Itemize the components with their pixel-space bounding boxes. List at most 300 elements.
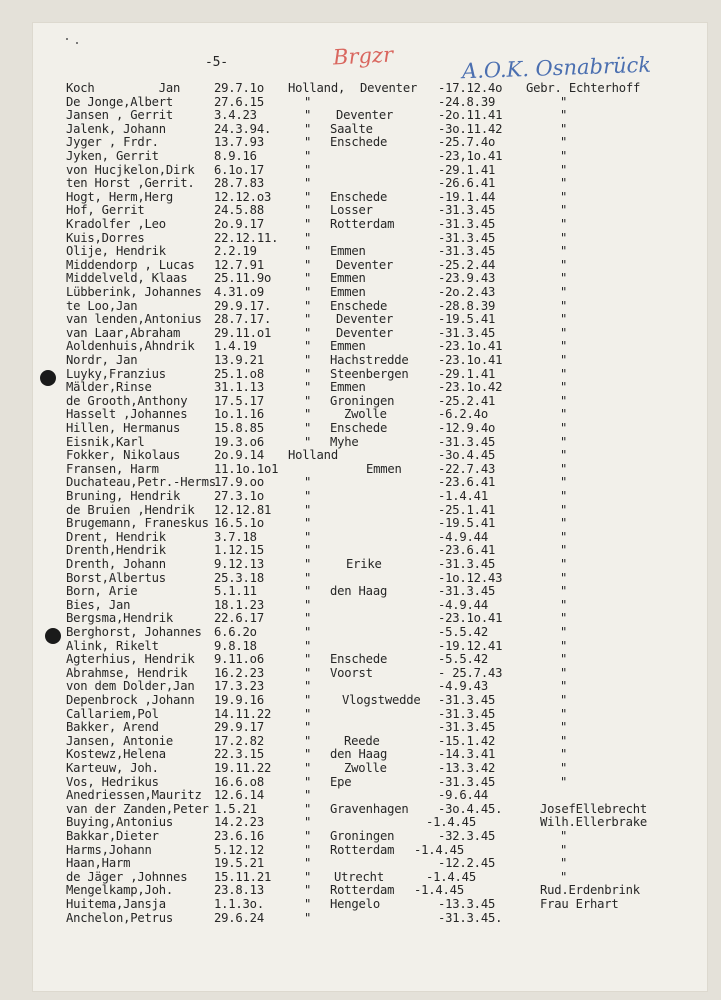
cell-birth: 1.4.19 (214, 339, 257, 354)
cell-name: Jyken, Gerrit (66, 149, 159, 163)
cell-employer: " (560, 679, 568, 694)
cell-employer: " (560, 135, 568, 150)
cell-name: Lübberink, Johannes (66, 285, 202, 299)
cell-employer: " (560, 271, 568, 286)
cell-name: Drenth, Johann (66, 557, 166, 571)
cell-employer: " (560, 693, 568, 707)
cell-name: Agterhius, Hendrik (66, 652, 195, 667)
cell-birth: 9.11.o6 (214, 652, 264, 667)
cell-date: -31.3.45 (438, 720, 496, 735)
speck (76, 42, 78, 44)
cell-date: -23.1o.41 (438, 353, 503, 367)
cell-country: " (304, 829, 312, 843)
cell-name: De Jonge,Albert (66, 94, 174, 109)
cell-place: Emmen (330, 380, 366, 395)
cell-country: " (304, 203, 312, 218)
cell-birth: 18.1.23 (214, 597, 264, 612)
cell-date: -2o.11.41 (438, 108, 503, 123)
cell-place: Myhe (330, 434, 359, 449)
cell-country: " (304, 475, 312, 490)
cell-name: Hillen, Hermanus (66, 421, 181, 435)
cell-birth: 28.7.17. (214, 312, 272, 327)
cell-place: Utrecht (334, 869, 384, 884)
cell-date: -23.6.41 (438, 543, 496, 558)
cell-place: Vlogstwedde (342, 693, 421, 707)
cell-birth: 31.1.13 (214, 380, 264, 395)
cell-employer: " (560, 489, 568, 503)
cell-date: -5.5.42 (438, 652, 488, 667)
cell-country: " (304, 271, 312, 286)
cell-employer: " (560, 325, 568, 340)
cell-birth: 6.1o.17 (214, 162, 264, 177)
cell-name: van der Zanden,Peter (66, 801, 209, 816)
cell-place: Emmen (330, 339, 366, 354)
cell-country: " (304, 842, 312, 857)
cell-place: Voorst (330, 665, 373, 680)
cell-birth: 15.8.85 (214, 421, 264, 435)
cell-place: Emmen (330, 271, 366, 286)
cell-name: van lenden,Antonius (66, 312, 202, 327)
cell-country: " (304, 597, 312, 612)
cell-country: " (304, 733, 312, 748)
cell-country: " (304, 421, 312, 435)
cell-employer: " (560, 298, 568, 313)
cell-country: " (304, 285, 312, 299)
cell-name: Eisnik,Karl (66, 434, 145, 449)
cell-country: " (304, 135, 312, 150)
cell-birth: 28.7.83 (214, 176, 264, 191)
cell-date: -25.1.41 (438, 502, 496, 517)
cell-employer: " (560, 189, 568, 204)
cell-birth: 29.9.17. (214, 298, 272, 313)
cell-place: Rotterdam (330, 217, 395, 231)
cell-country: " (304, 815, 312, 830)
cell-place: Enschede (330, 135, 388, 150)
cell-country: " (304, 217, 312, 231)
cell-employer: " (560, 434, 568, 449)
cell-date: -1o.12.43 (438, 570, 503, 585)
cell-country: " (304, 94, 312, 109)
handwritten-header: A.O.K. Osnabrück (461, 52, 652, 84)
cell-employer: " (560, 869, 568, 884)
cell-date: -25.7.4o (438, 135, 496, 150)
cell-birth: 25.3.18 (214, 570, 264, 585)
cell-employer: " (560, 257, 568, 272)
cell-employer: " (560, 720, 568, 735)
cell-employer: " (560, 461, 568, 476)
cell-name: Drenth,Hendrik (66, 543, 166, 558)
cell-date: -4.9.44 (438, 597, 488, 612)
cell-date: -3o.11.42 (438, 121, 503, 136)
cell-employer: " (560, 529, 568, 544)
cell-date: -13.3.45 (438, 897, 496, 911)
cell-country: " (304, 584, 312, 599)
cell-employer: " (560, 176, 568, 191)
cell-employer: " (560, 543, 568, 558)
cell-employer: " (560, 557, 568, 571)
cell-birth: 9.12.13 (214, 557, 264, 571)
cell-name: ten Horst ,Gerrit. (66, 176, 195, 191)
cell-birth: 22.3.15 (214, 747, 264, 762)
cell-employer: " (560, 353, 568, 367)
cell-place: Steenbergen (330, 366, 409, 381)
cell-employer: " (560, 638, 568, 653)
cell-place: Enschede (330, 189, 388, 204)
cell-employer: " (560, 230, 568, 245)
cell-country: " (304, 652, 312, 667)
cell-country: " (304, 502, 312, 517)
cell-birth: 14.2.23 (214, 815, 264, 830)
cell-name: Born, Arie (66, 584, 138, 599)
cell-country: " (304, 149, 312, 163)
cell-name: Kostewz,Helena (66, 747, 166, 762)
cell-country: " (304, 774, 312, 789)
cell-name: Alink, Rikelt (66, 638, 159, 653)
cell-name: Hof, Gerrit (66, 203, 145, 218)
cell-employer: " (560, 407, 568, 422)
cell-birth: 29.11.o1 (214, 325, 272, 340)
cell-name: Fransen, Harm (66, 461, 159, 476)
cell-country: " (304, 489, 312, 503)
cell-birth: 1o.1.16 (214, 407, 264, 422)
cell-date: -31.3.45 (438, 244, 496, 259)
cell-birth: 3.7.18 (214, 529, 257, 544)
cell-place: Deventer (336, 312, 394, 327)
cell-date: -19.5.41 (438, 516, 496, 531)
cell-date: -3o.4.45 (438, 448, 496, 463)
cell-name: Harms,Johann (66, 842, 152, 857)
cell-date: -3o.4.45. (438, 801, 503, 816)
cell-birth: 25.11.9o (214, 271, 272, 286)
cell-birth: 19.3.o6 (214, 434, 264, 449)
cell-country: " (304, 162, 312, 177)
cell-place: Hachstredde (330, 353, 409, 367)
cell-employer: " (560, 652, 568, 667)
cell-employer: " (560, 94, 568, 109)
cell-country: " (304, 121, 312, 136)
cell-date: -31.3.45 (438, 434, 496, 449)
cell-birth: 1.1.3o. (214, 897, 264, 911)
cell-place: Gravenhagen (330, 801, 409, 816)
cell-birth: 25.1.o8 (214, 366, 264, 381)
cell-birth: 9.8.18 (214, 638, 257, 653)
cell-employer: " (560, 774, 568, 789)
cell-employer: " (560, 761, 568, 775)
cell-date: -23.9.43 (438, 271, 496, 286)
cell-country: " (304, 910, 312, 925)
cell-country: " (304, 747, 312, 762)
cell-name: Karteuw, Joh. (66, 761, 159, 775)
cell-employer: " (560, 584, 568, 599)
cell-date: -31.3.45 (438, 217, 496, 231)
cell-date: -22.7.43 (438, 461, 496, 476)
cell-date: -32.3.45 (438, 829, 496, 843)
punch-hole (40, 370, 56, 386)
cell-name: Anedriessen,Mauritz (66, 788, 202, 803)
cell-employer: " (560, 421, 568, 435)
cell-birth: 13.9.21 (214, 353, 264, 367)
cell-place: den Haag (330, 747, 388, 762)
cell-birth: 16.5.1o (214, 516, 264, 531)
cell-place: Deventer (336, 257, 394, 272)
cell-country: " (304, 298, 312, 313)
cell-date: -1.4.45 (426, 869, 476, 884)
cell-country: " (304, 856, 312, 871)
cell-date: -28.8.39 (438, 298, 496, 313)
cell-place: Saalte (330, 121, 373, 136)
cell-employer: " (560, 149, 568, 163)
cell-place: Hengelo (330, 897, 380, 911)
cell-employer: " (560, 625, 568, 639)
cell-place: Emmen (330, 244, 366, 259)
cell-place: Rotterdam (330, 842, 395, 857)
cell-name: Bergsma,Hendrik (66, 611, 174, 626)
cell-name: van Laar,Abraham (66, 325, 181, 340)
cell-place: Groningen (330, 829, 395, 843)
cell-name: Aoldenhuis,Ahndrik (66, 339, 195, 354)
cell-name: Buying,Antonius (66, 815, 174, 830)
cell-name: Callariem,Pol (66, 706, 159, 721)
cell-place: Emmen (366, 461, 402, 476)
cell-country: " (304, 869, 312, 884)
cell-name: Haan,Harm (66, 856, 131, 871)
cell-country: " (304, 244, 312, 259)
cell-date: -1.4.45 (414, 883, 464, 898)
cell-place: Groningen (330, 393, 395, 408)
cell-name: de Bruien ,Hendrik (66, 502, 195, 517)
cell-birth: 8.9.16 (214, 149, 257, 163)
cell-employer: " (560, 516, 568, 531)
cell-country: " (304, 801, 312, 816)
cell-birth: 17.2.82 (214, 733, 264, 748)
cell-date: -25.2.44 (438, 257, 496, 272)
cell-name: Nordr, Jan (66, 353, 138, 367)
cell-country: " (304, 393, 312, 408)
cell-employer: " (560, 393, 568, 408)
cell-date: -31.3.45 (438, 557, 496, 571)
cell-employer: " (560, 285, 568, 299)
cell-date: -25.2.41 (438, 393, 496, 408)
cell-birth: 2o.9.17 (214, 217, 264, 231)
cell-employer: " (560, 108, 568, 123)
cell-birth: 24.5.88 (214, 203, 264, 218)
cell-employer: " (560, 244, 568, 259)
cell-birth: 2o.9.14 (214, 448, 264, 463)
cell-place: Deventer (360, 81, 418, 95)
cell-date: -29.1.41 (438, 366, 496, 381)
cell-employer: " (560, 203, 568, 218)
cell-country: " (304, 257, 312, 272)
cell-country: " (304, 353, 312, 367)
cell-employer: " (560, 597, 568, 612)
cell-birth: 12.12.81 (214, 502, 272, 517)
cell-country: " (304, 312, 312, 327)
cell-date: -31.3.45 (438, 706, 496, 721)
cell-country: " (304, 665, 312, 680)
cell-name: Koch Jan (66, 81, 181, 95)
cell-place: Rotterdam (330, 883, 395, 898)
cell-birth: 14.11.22 (214, 706, 272, 721)
cell-place: Reede (344, 733, 380, 748)
cell-country: " (304, 625, 312, 639)
cell-name: Depenbrock ,Johann (66, 693, 195, 707)
cell-name: Jansen, Antonie (66, 733, 174, 748)
cell-date: -1.4.45 (414, 842, 464, 857)
cell-birth: 13.7.93 (214, 135, 264, 150)
cell-name: Anchelon,Petrus (66, 910, 174, 925)
cell-date: -26.6.41 (438, 176, 496, 191)
cell-date: -9.6.44 (438, 788, 488, 803)
cell-country: " (304, 638, 312, 653)
cell-birth: 5.12.12 (214, 842, 264, 857)
cell-name: Brugemann, Franeskus (66, 516, 209, 531)
cell-employer: " (560, 475, 568, 490)
cell-date: -6.2.4o (438, 407, 488, 422)
cell-date: -17.12.4o (438, 81, 503, 95)
cell-birth: 27.3.1o (214, 489, 264, 503)
cell-date: -15.1.42 (438, 733, 496, 748)
cell-birth: 5.1.11 (214, 584, 257, 599)
cell-country: " (304, 176, 312, 191)
cell-date: -31.3.45 (438, 325, 496, 340)
cell-date: -29.1.41 (438, 162, 496, 177)
cell-country: " (304, 108, 312, 123)
cell-birth: 29.7.1o (214, 81, 264, 95)
cell-country: Holland (288, 448, 338, 463)
cell-date: -31.3.45 (438, 203, 496, 218)
cell-country: " (304, 706, 312, 721)
cell-birth: 29.6.24 (214, 910, 264, 925)
cell-employer: " (560, 339, 568, 354)
cell-name: de Jäger ,Johnnes (66, 869, 188, 884)
cell-date: -19.1.44 (438, 189, 496, 204)
cell-employer: " (560, 366, 568, 381)
cell-place: Losser (330, 203, 373, 218)
cell-country: " (304, 325, 312, 340)
cell-employer: " (560, 733, 568, 748)
cell-date: -1.4.45 (426, 815, 476, 830)
cell-name: Jyger , Frdr. (66, 135, 159, 150)
cell-birth: 1.5.21 (214, 801, 257, 816)
cell-country: " (304, 883, 312, 898)
cell-birth: 1.12.15 (214, 543, 264, 558)
cell-employer: " (560, 121, 568, 136)
page-number: -5- (205, 55, 228, 70)
cell-birth: 12.7.91 (214, 257, 264, 272)
cell-name: von dem Dolder,Jan (66, 679, 195, 694)
cell-birth: 4.31.o9 (214, 285, 264, 299)
cell-name: Olije, Hendrik (66, 244, 166, 259)
cell-employer: " (560, 162, 568, 177)
cell-birth: 2.2.19 (214, 244, 257, 259)
punch-hole (45, 628, 61, 644)
cell-date: -31.3.45 (438, 230, 496, 245)
cell-name: Borst,Albertus (66, 570, 166, 585)
cell-name: Mälder,Rinse (66, 380, 152, 395)
cell-place: Enschede (330, 652, 388, 667)
cell-date: -23,1o.41 (438, 149, 503, 163)
cell-employer: " (560, 706, 568, 721)
cell-place: Deventer (336, 325, 394, 340)
cell-date: -31.3.45 (438, 584, 496, 599)
cell-birth: 24.3.94. (214, 121, 272, 136)
cell-country: " (304, 230, 312, 245)
cell-birth: 16.6.o8 (214, 774, 264, 789)
cell-birth: 19.5.21 (214, 856, 264, 871)
cell-name: Middendorp , Lucas (66, 257, 195, 272)
cell-employer: Frau Erhart (540, 897, 619, 911)
cell-employer: " (560, 611, 568, 626)
cell-employer: " (560, 312, 568, 327)
cell-employer: " (560, 217, 568, 231)
cell-name: Hasselt ,Johannes (66, 407, 188, 422)
cell-country: " (304, 543, 312, 558)
cell-country: Holland, (288, 81, 346, 95)
cell-birth: 17.9.oo (214, 475, 264, 490)
cell-country: " (304, 529, 312, 544)
cell-name: Bakkar,Dieter (66, 829, 159, 843)
cell-date: -2o.2.43 (438, 285, 496, 299)
cell-place: den Haag (330, 584, 388, 599)
cell-place: Zwolle (344, 407, 387, 422)
cell-name: Bies, Jan (66, 597, 131, 612)
cell-birth: 27.6.15 (214, 94, 264, 109)
cell-birth: 22.6.17 (214, 611, 264, 626)
cell-date: -4.9.43 (438, 679, 488, 694)
cell-date: -12.9.4o (438, 421, 496, 435)
cell-date: - 25.7.43 (438, 665, 503, 680)
cell-name: Duchateau,Petr.-Herms (66, 475, 216, 490)
cell-date: -12.2.45 (438, 856, 496, 871)
cell-employer: " (560, 856, 568, 871)
cell-place: Emmen (330, 285, 366, 299)
cell-birth: 17.5.17 (214, 393, 264, 408)
cell-date: -4.9.44 (438, 529, 488, 544)
cell-place: Enschede (330, 421, 388, 435)
cell-date: -19.5.41 (438, 312, 496, 327)
cell-date: -31.3.45 (438, 774, 496, 789)
cell-employer: " (560, 829, 568, 843)
cell-name: Drent, Hendrik (66, 529, 166, 544)
cell-country: " (304, 434, 312, 449)
cell-name: Mengelkamp,Joh. (66, 883, 174, 898)
cell-name: von Hucjkelon,Dirk (66, 162, 195, 177)
cell-name: de Grooth,Anthony (66, 393, 188, 408)
cell-country: " (304, 761, 312, 775)
cell-country: " (304, 339, 312, 354)
cell-date: -31.3.45. (438, 910, 503, 925)
cell-date: -23.1o.41 (438, 611, 503, 626)
cell-country: " (304, 380, 312, 395)
cell-employer: " (560, 502, 568, 517)
cell-employer: Wilh.Ellerbrake (540, 815, 648, 830)
cell-place: Deventer (336, 108, 394, 123)
cell-employer: Gebr. Echterhoff (526, 81, 641, 95)
cell-name: Huitema,Jansja (66, 897, 166, 911)
cell-name: Jansen , Gerrit (66, 108, 174, 123)
cell-name: Bruning, Hendrik (66, 489, 181, 503)
cell-country: " (304, 366, 312, 381)
cell-name: Abrahmse, Hendrik (66, 665, 188, 680)
cell-employer: " (560, 380, 568, 395)
cell-name: Berghorst, Johannes (66, 625, 202, 639)
cell-date: -13.3.42 (438, 761, 496, 775)
cell-employer: " (560, 665, 568, 680)
cell-place: Enschede (330, 298, 388, 313)
cell-birth: 23.8.13 (214, 883, 264, 898)
cell-country: " (304, 720, 312, 735)
cell-country: " (304, 407, 312, 422)
